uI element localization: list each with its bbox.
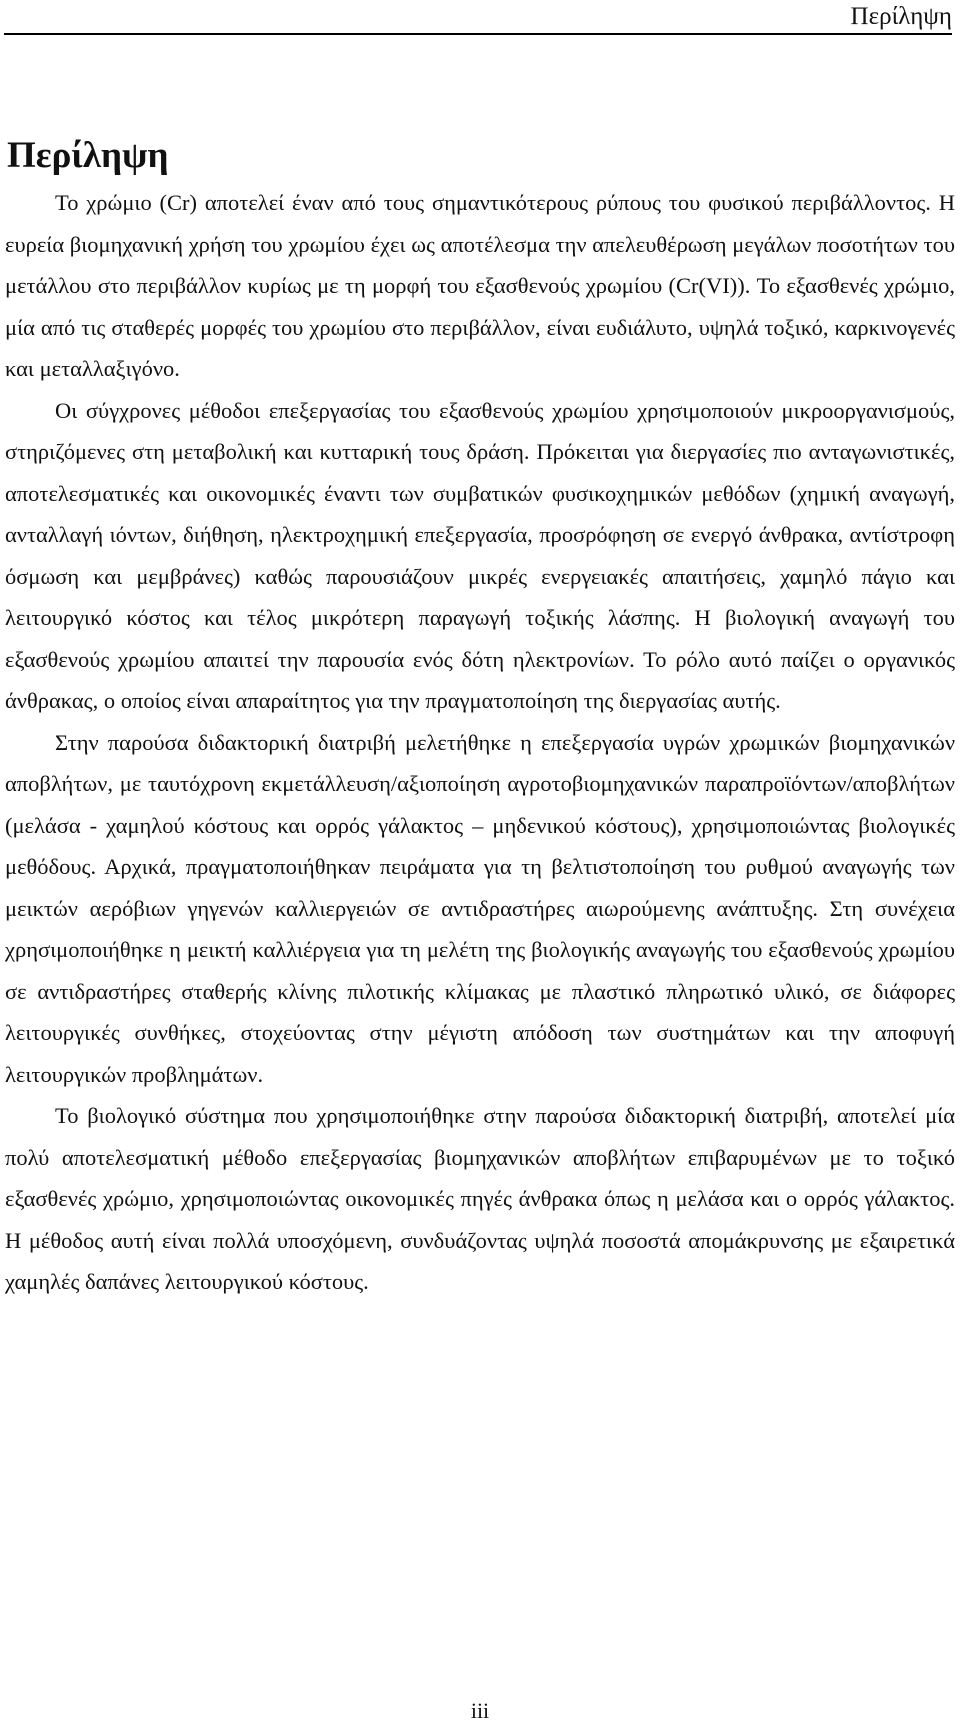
abstract-body: [5, 182, 955, 1303]
paragraph-4: Το βιολογικό σύστημα που χρησιμοποιήθηκε στην παρούσα διδακτορική διατριβή, αποτελεί μία πολύ αποτελεσματική μέθοδο επεξεργασίας βιομηχανικών αποβλήτων επιβαρυμένων με το τοξικό εξασθενές χρώμιο, χρησιμοποιώντας οικονομικές πηγές άνθρακα όπως η μελάσα και ο ορρός γάλακτος. Η μέθοδος αυτή είναι πολλά υποσχόμενη, συνδυάζοντας υψηλά ποσοστά απομάκρυνσης με εξαιρετικά χαμηλές δαπάνες λειτουργικού κόστους.: [5, 1103, 955, 1294]
section-heading: Περίληψη: [7, 135, 169, 176]
header-rule: [4, 33, 952, 35]
running-header: [0, 0, 960, 36]
paragraph-2: Οι σύγχρονες μέθοδοι επεξεργασίας του εξασθενούς χρωμίου χρησιμοποιούν μικροοργανισμούς, στηριζόμενες στη μεταβολική και κυτταρική τους δράση. Πρόκειται για διεργασίες πιο ανταγωνιστικές, αποτελεσματικές και οικονομικές έναντι των συμβατικών φυσικοχημικών μεθόδων (χημική αναγωγή, ανταλλαγή ιόντων, διήθηση, ηλεκτροχημική επεξεργασία, προσρόφηση σε ενεργό άνθρακα, αντίστροφη όσμωση και μεμβράνες) καθώς παρουσιάζουν μικρές ενεργειακές απαιτήσεις, χαμηλό πάγιο και λειτουργικό κόστος και τέλος μικρότερη παραγωγή τοξικής λάσπης. Η βιολογική αναγωγή του εξασθενούς χρωμίου απαιτεί την παρουσία ενός δότη ηλεκτρονίων. Το ρόλο αυτό παίζει ο οργανικός άνθρακας, ο οποίος είναι απαραίτητος για την πραγματοποίηση της διεργασίας αυτής.: [5, 397, 955, 713]
running-header-title: Περίληψη: [850, 3, 952, 30]
paragraph-3: Στην παρούσα διδακτορική διατριβή μελετήθηκε η επεξεργασία υγρών χρωμικών βιομηχανικών αποβλήτων, με ταυτόχρονη εκμετάλλευση/αξιοποίηση αγροτοβιομηχανικών παραπροϊόντων/αποβλήτων (μελάσα - χαμηλού κόστους και ορρός γάλακτος – μηδενικού κόστους), χρησιμοποιώντας βιολογικές μεθόδους. Αρχικά, πραγματοποιήθηκαν πειράματα για τη βελτιστοποίηση του ρυθμού αναγωγής των μεικτών αερόβιων γηγενών καλλιεργειών σε αντιδραστήρες αιωρούμενης ανάπτυξης. Στη συνέχεια χρησιμοποιήθηκε η μεικτή καλλιέργεια για τη μελέτη της βιολογικής αναγωγής του εξασθενούς χρωμίου σε αντιδραστήρες σταθερής κλίνης πιλοτικής κλίμακας με πλαστικό πληρωτικό υλικό, σε διάφορες λειτουργικές συνθήκες, στοχεύοντας στην μέγιστη απόδοση των συστημάτων και την αποφυγή λειτουργικών προβλημάτων.: [5, 729, 955, 1087]
paragraph-1: Το χρώμιο (Cr) αποτελεί έναν από τους σημαντικότερους ρύπους του φυσικού περιβάλλοντος. Η ευρεία βιομηχανική χρήση του χρωμίου έχει ως αποτέλεσμα την απελευθέρωση μεγάλων ποσοτήτων του μετάλλου στο περιβάλλον κυρίως με τη μορφή του εξασθενούς χρωμίου (Cr(VI)). Το εξασθενές χρώμιο, μία από τις σταθερές μορφές του χρωμίου στο περιβάλλον, είναι ευδιάλυτο, υψηλά τοξικό, καρκινογενές και μεταλλαξιγόνο.: [5, 190, 955, 381]
page-number: iii: [470, 1698, 490, 1723]
